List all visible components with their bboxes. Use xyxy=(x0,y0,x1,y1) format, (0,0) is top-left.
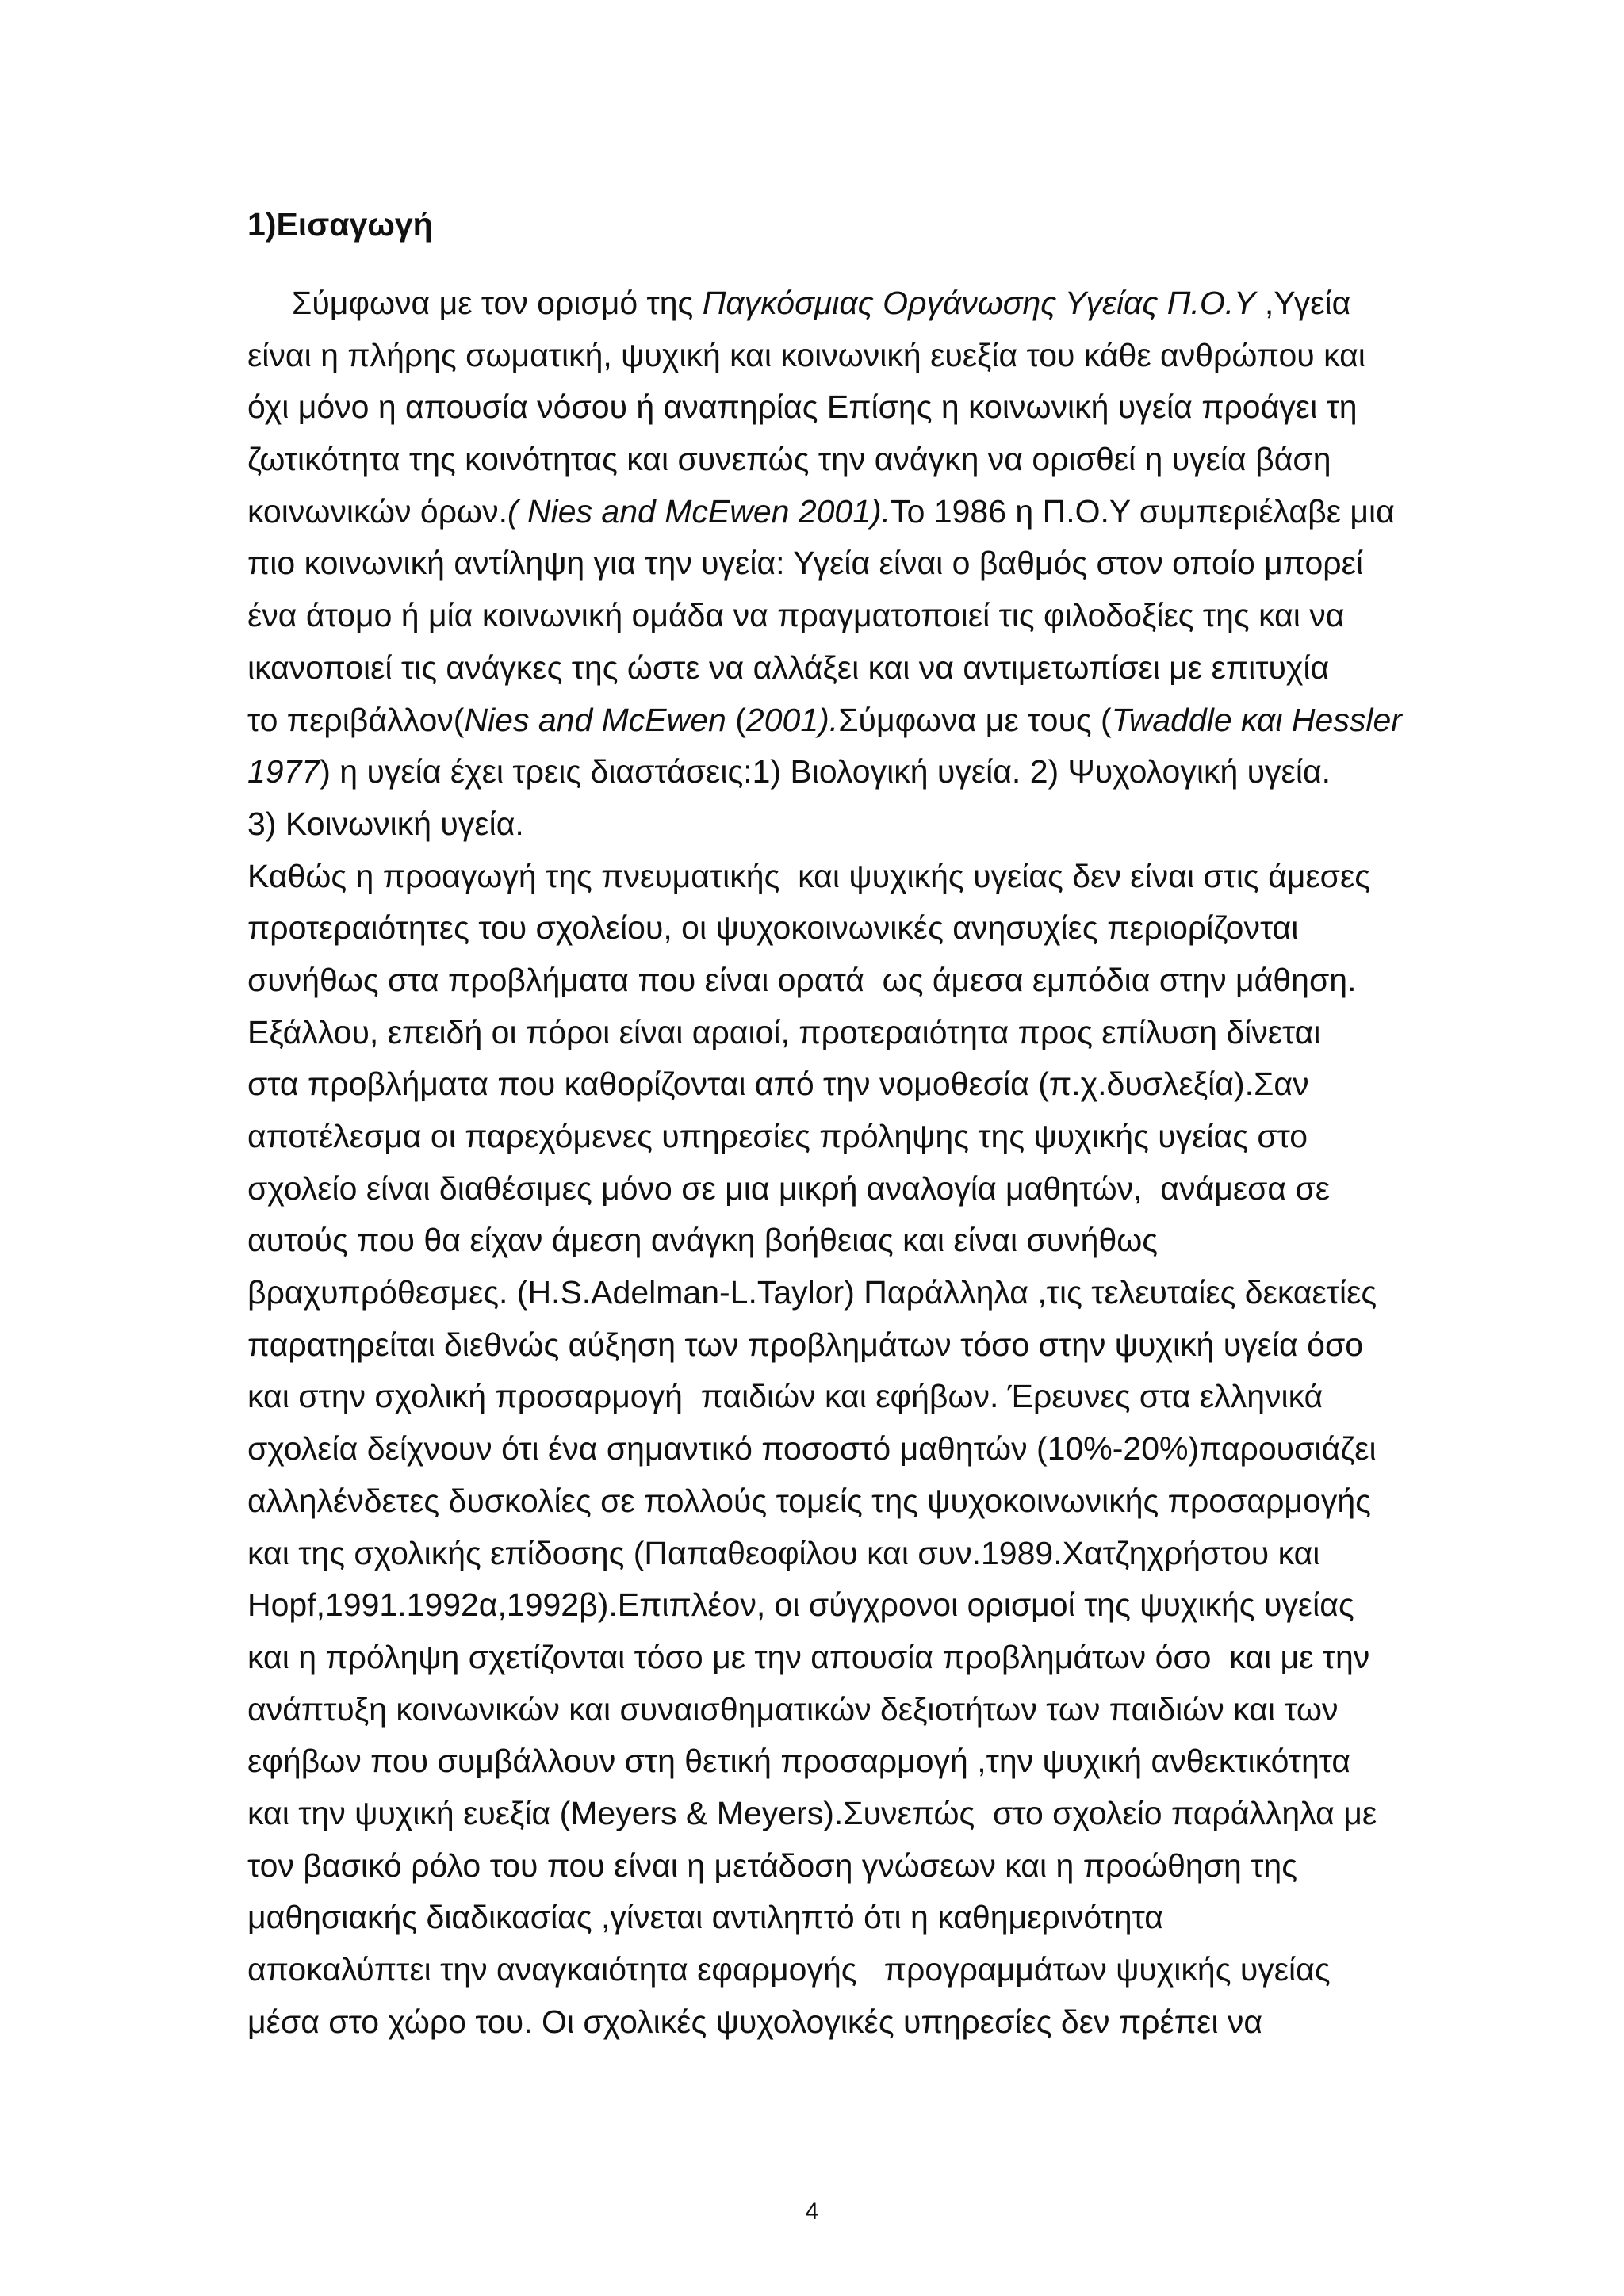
italic-text-segment: 1977 xyxy=(247,753,320,790)
italic-text-segment: Twaddle και Hessler xyxy=(1111,701,1402,738)
text-segment: Σύμφωνα με τους ( xyxy=(838,701,1112,738)
text-line xyxy=(247,1058,1484,1111)
text-line xyxy=(247,1163,1484,1215)
text-line xyxy=(247,1684,1484,1736)
text-line xyxy=(247,1788,1484,1840)
body-text xyxy=(247,277,1484,2048)
text-line xyxy=(247,851,1484,903)
text-line xyxy=(247,590,1484,642)
text-segment: τον βασικό ρόλο του που είναι η μετάδοση γνώσεων και η προώθηση της xyxy=(247,1846,1297,1884)
text-segment: συνήθως στα προβλήματα που είναι ορατά ως άμεσα εμπόδια στην μάθηση. xyxy=(247,961,1357,998)
text-segment: αλληλένδετες δυσκολίες σε πολλούς τομείς της ψυχοκοινωνικής προσαρμογής xyxy=(247,1482,1371,1519)
text-line xyxy=(247,955,1484,1007)
text-segment: αυτούς που θα είχαν άμεση ανάγκη βοήθειας και είναι συνήθως xyxy=(247,1222,1159,1259)
text-segment: πιο κοινωνική αντίληψη για την υγεία: Υγεία είναι ο βαθμός στον οποίο μπορεί xyxy=(247,545,1363,582)
text-segment: βραχυπρόθεσμες. (H.S.Adelman-L.Taylor) Παράλληλα ,τις τελευταίες δεκαετίες xyxy=(247,1274,1377,1311)
text-segment: στα προβλήματα που καθορίζονται από την νομοθεσία (π.χ.δυσλεξία).Σαν xyxy=(247,1066,1309,1103)
italic-text-segment: ( Nies and McEwen 2001). xyxy=(507,492,891,530)
text-line xyxy=(247,1267,1484,1319)
text-segment: σχολεία δείχνουν ότι ένα σημαντικό ποσοστό μαθητών (10%-20%)παρουσιάζει xyxy=(247,1430,1377,1468)
text-line xyxy=(247,798,1484,851)
text-line xyxy=(247,1111,1484,1163)
italic-text-segment: Παγκόσμιας Οργάνωσης Υγείας Π.Ο.Υ xyxy=(702,285,1256,321)
text-segment: Εξάλλου, επειδή οι πόροι είναι αραιοί, προτεραιότητα προς επίλυση δίνεται xyxy=(247,1013,1321,1050)
text-segment: 3) Κοινωνική υγεία. xyxy=(247,805,524,842)
text-segment: ) η υγεία έχει τρεις διαστάσεις:1) Βιολογική υγεία. 2) Ψυχολογική υγεία. xyxy=(320,753,1331,790)
text-line xyxy=(247,434,1484,486)
text-segment: και της σχολικής επίδοσης (Παπαθεοφίλου και συν.1989.Χατζηχρήστου και xyxy=(247,1534,1320,1571)
text-segment: ( xyxy=(726,701,746,738)
text-line xyxy=(247,902,1484,955)
text-segment: κοινωνικών όρων. xyxy=(247,492,508,530)
text-segment: Το 1986 η Π.Ο.Υ συμπεριέλαβε μια xyxy=(891,492,1395,530)
text-segment: ένα άτομο ή μία κοινωνική ομάδα να πραγματοποιεί τις φιλοδοξίες της και να xyxy=(247,597,1345,634)
text-line xyxy=(247,1007,1484,1059)
text-segment: είναι η πλήρης σωματική, ψυχική και κοινωνική ευεξία του κάθε ανθρώπου και xyxy=(247,336,1365,373)
text-segment: ζωτικότητα της κοινότητας και συνεπώς την ανάγκη να ορισθεί η υγεία βάση xyxy=(247,441,1331,478)
text-line xyxy=(247,1944,1484,1996)
text-line xyxy=(247,538,1484,590)
text-segment: μέσα στο χώρο του. Οι σχολικές ψυχολογικές υπηρεσίες δεν πρέπει να xyxy=(247,2003,1263,2040)
text-line xyxy=(247,1528,1484,1580)
text-line xyxy=(247,381,1484,434)
text-segment: μαθησιακής διαδικασίας ,γίνεται αντιληπτό ότι η καθημερινότητα xyxy=(247,1899,1163,1936)
text-segment: σχολείο είναι διαθέσιμες μόνο σε μια μικρή αναλογία μαθητών, ανάμεσα σε xyxy=(247,1169,1331,1207)
text-segment: και η πρόληψη σχετίζονται τόσο με την απουσία προβλημάτων όσο και με την xyxy=(247,1638,1370,1675)
text-segment: ,Υγεία xyxy=(1255,285,1351,321)
text-line xyxy=(247,1632,1484,1684)
text-segment: το περιβάλλον( xyxy=(247,701,465,738)
text-line xyxy=(247,1475,1484,1528)
text-segment: και την ψυχική ευεξία (Meyers & Meyers).Συνεπώς στο σχολείο παράλληλα με xyxy=(247,1794,1377,1831)
text-line xyxy=(247,486,1484,538)
section-heading: 1)Εισαγωγή xyxy=(247,206,433,243)
text-segment: και στην σχολική προσαρμογή παιδιών και εφήβων. Έρευνες στα ελληνικά xyxy=(247,1378,1323,1415)
text-segment: αποκαλύπτει την αναγκαιότητα εφαρμογής προγραμμάτων ψυχικής υγείας xyxy=(247,1951,1331,1988)
text-segment: ικανοποιεί τις ανάγκες της ώστε να αλλάξει και να αντιμετωπίσει με επιτυχία xyxy=(247,649,1330,686)
text-segment: προτεραιότητες του σχολείου, οι ψυχοκοινωνικές ανησυχίες περιορίζονται xyxy=(247,909,1299,947)
text-line xyxy=(247,277,1484,330)
text-line xyxy=(247,1892,1484,1944)
italic-text-segment: Nies and McEwen xyxy=(464,701,726,738)
text-line xyxy=(247,695,1484,747)
text-line xyxy=(247,746,1484,798)
text-segment: αποτέλεσμα οι παρεχόμενες υπηρεσίες πρόληψης της ψυχικής υγείας στο xyxy=(247,1118,1308,1154)
text-line xyxy=(247,1371,1484,1423)
text-line xyxy=(247,1579,1484,1632)
text-segment: εφήβων που συμβάλλουν στη θετική προσαρμογή ,την ψυχική ανθεκτικότητα xyxy=(247,1743,1351,1780)
text-segment: παρατηρείται διεθνώς αύξηση των προβλημάτων τόσο στην ψυχική υγεία όσο xyxy=(247,1326,1364,1363)
text-line xyxy=(247,330,1484,382)
text-line xyxy=(247,1215,1484,1267)
text-line xyxy=(247,1840,1484,1892)
text-segment: όχι μόνο η απουσία νόσου ή αναπηρίας Επίσης η κοινωνική υγεία προάγει τη xyxy=(247,388,1358,426)
italic-text-segment: 2001). xyxy=(745,701,839,738)
text-line xyxy=(247,1996,1484,2049)
text-segment: Σύμφωνα με τον ορισμό της xyxy=(292,285,703,321)
page-number: 4 xyxy=(805,2198,819,2225)
text-line xyxy=(247,642,1484,695)
text-segment: Καθώς η προαγωγή της πνευματικής και ψυχικής υγείας δεν είναι στις άμεσες xyxy=(247,857,1371,894)
text-line xyxy=(247,1319,1484,1372)
text-line xyxy=(247,1735,1484,1788)
text-segment: ανάπτυξη κοινωνικών και συναισθηματικών δεξιοτήτων των παιδιών και των xyxy=(247,1690,1339,1728)
text-line xyxy=(247,1423,1484,1475)
text-segment: Hopf,1991.1992α,1992β).Επιπλέον, οι σύγχρονοι ορισμοί της ψυχικής υγείας xyxy=(247,1586,1354,1624)
